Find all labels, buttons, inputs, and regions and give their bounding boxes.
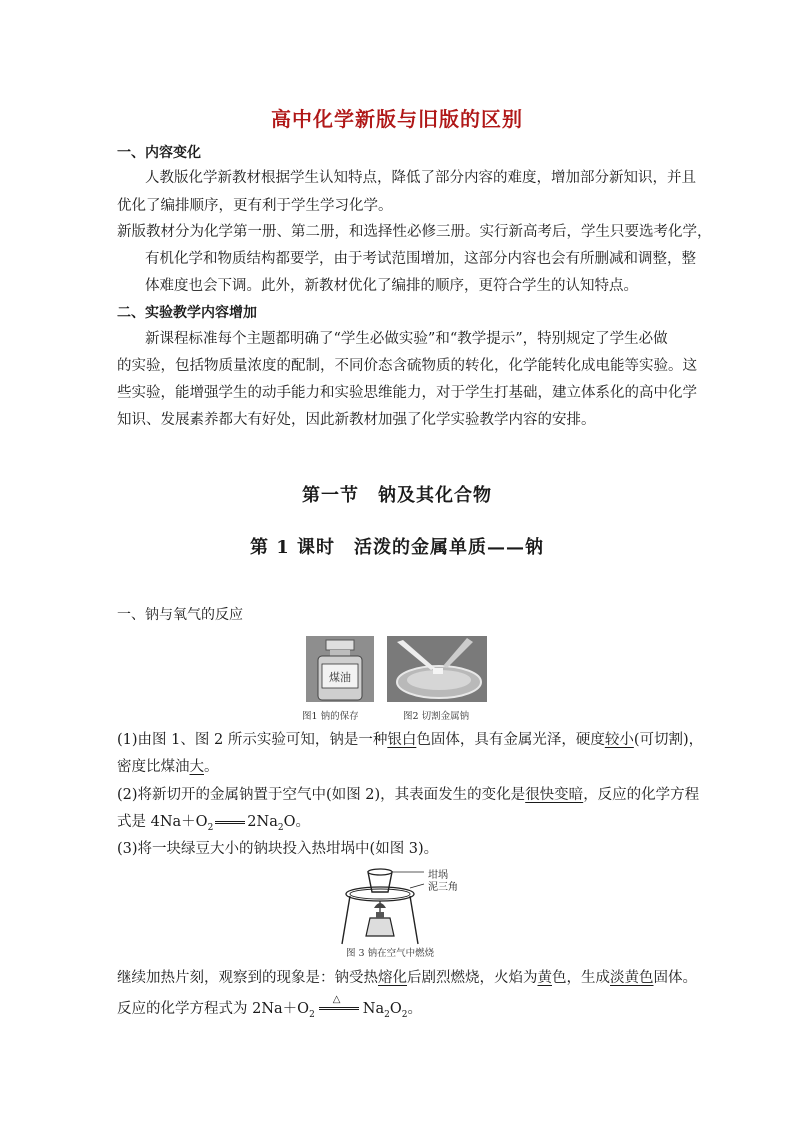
document-title: 高中化学新版与旧版的区别 — [271, 107, 523, 131]
figure2-image — [387, 636, 487, 702]
question1-line1: (1)由图 1、图 2 所示实验可知，钠是一种银白色固体，具有金属光泽，硬度较小(可切割)， — [117, 732, 704, 748]
answer-pale-yellow: 淡黄色 — [610, 970, 654, 986]
answer-hardness-small: 较小 — [604, 732, 634, 748]
figure3-label-crucible: 坩埚 — [428, 870, 448, 881]
section1-para1-line2: 优化了编排顺序，更有利于学生学习化学。 — [117, 198, 393, 214]
figure3-label-clay-triangle: 泥三角 — [428, 882, 458, 893]
lesson-heading: 第 1 课时 活泼的金属单质——钠 — [249, 537, 545, 558]
figure1-caption: 图1 钠的保存 — [302, 711, 359, 722]
question1-line2: 密度比煤油大。 — [117, 759, 219, 775]
section1-para1-line1: 人教版化学新教材根据学生认知特点，降低了部分内容的难度，增加部分新知识，并且 — [145, 170, 696, 186]
figure3-caption: 图 3 钠在空气中燃烧 — [346, 948, 435, 959]
answer-density-larger: 大 — [189, 759, 204, 775]
section2-line3: 些实验，能增强学生的动手能力和实验思维能力，对于学生打基础，建立体系化的高中化学 — [117, 385, 697, 401]
observation-line: 继续加热片刻，观察到的现象是：钠受热熔化后剧烈燃烧，火焰为黄色，生成淡黄色固体。 — [117, 970, 697, 986]
answer-darkens-quickly: 很快变暗 — [525, 787, 584, 803]
part1-heading: 一、钠与氧气的反应 — [117, 607, 243, 623]
heat-condition: △ — [332, 994, 341, 1005]
answer-melt: 熔化 — [378, 970, 407, 986]
section2-line2: 的实验，包括物质量浓度的配制，不同价态含硫物质的转化，化学能转化成电能等实验。这 — [117, 358, 697, 374]
section2-heading: 二、实验教学内容增加 — [117, 305, 257, 321]
section1-para2-line2: 有机化学和物质结构都要学，由于考试范围增加，这部分内容也会有所删减和调整，整 — [145, 251, 696, 267]
section2-line1: 新课程标准每个主题都明确了“学生必做实验”和“教学提示”，特别规定了学生必做 — [145, 331, 668, 347]
heating-equals-sign — [319, 994, 359, 1016]
chapter-heading: 第一节 钠及其化合物 — [302, 485, 492, 506]
answer-yellow-flame: 黄 — [537, 970, 552, 986]
reaction-equation-line: 反应的化学方程式为 $2Na+O_2$ △ $Na_2O_2$。 — [117, 999, 422, 1025]
figure2-caption: 图2 切割金属钠 — [403, 711, 470, 722]
section1-para2-line3: 体难度也会下调。此外，新教材优化了编排的顺序，更符合学生的认知特点。 — [145, 278, 638, 294]
equals-sign — [215, 821, 245, 824]
figure3-image — [338, 864, 478, 946]
question2-equation-line: 式是 $4Na+O_2$ $2Na_2O$。 — [117, 814, 310, 833]
figure1-image — [306, 636, 374, 702]
question2-line1: (2)将新切开的金属钠置于空气中(如图 2)，其表面发生的变化是很快变暗，反应的化学方程 — [117, 787, 700, 803]
section1-para2-line1: 新版教材分为化学第一册、第二册，和选择性必修三册。实行新高考后，学生只要选考化学， — [117, 224, 712, 240]
section2-line4: 知识、发展素养都大有好处，因此新教材加强了化学实验教学内容的安排。 — [117, 412, 596, 428]
section1-heading: 一、内容变化 — [117, 145, 201, 161]
question3-line: (3)将一块绿豆大小的钠块投入热坩埚中(如图 3)。 — [117, 841, 439, 857]
answer-silver-white: 银白 — [387, 732, 417, 748]
figure1-jar-label: 煤油 — [329, 671, 351, 684]
